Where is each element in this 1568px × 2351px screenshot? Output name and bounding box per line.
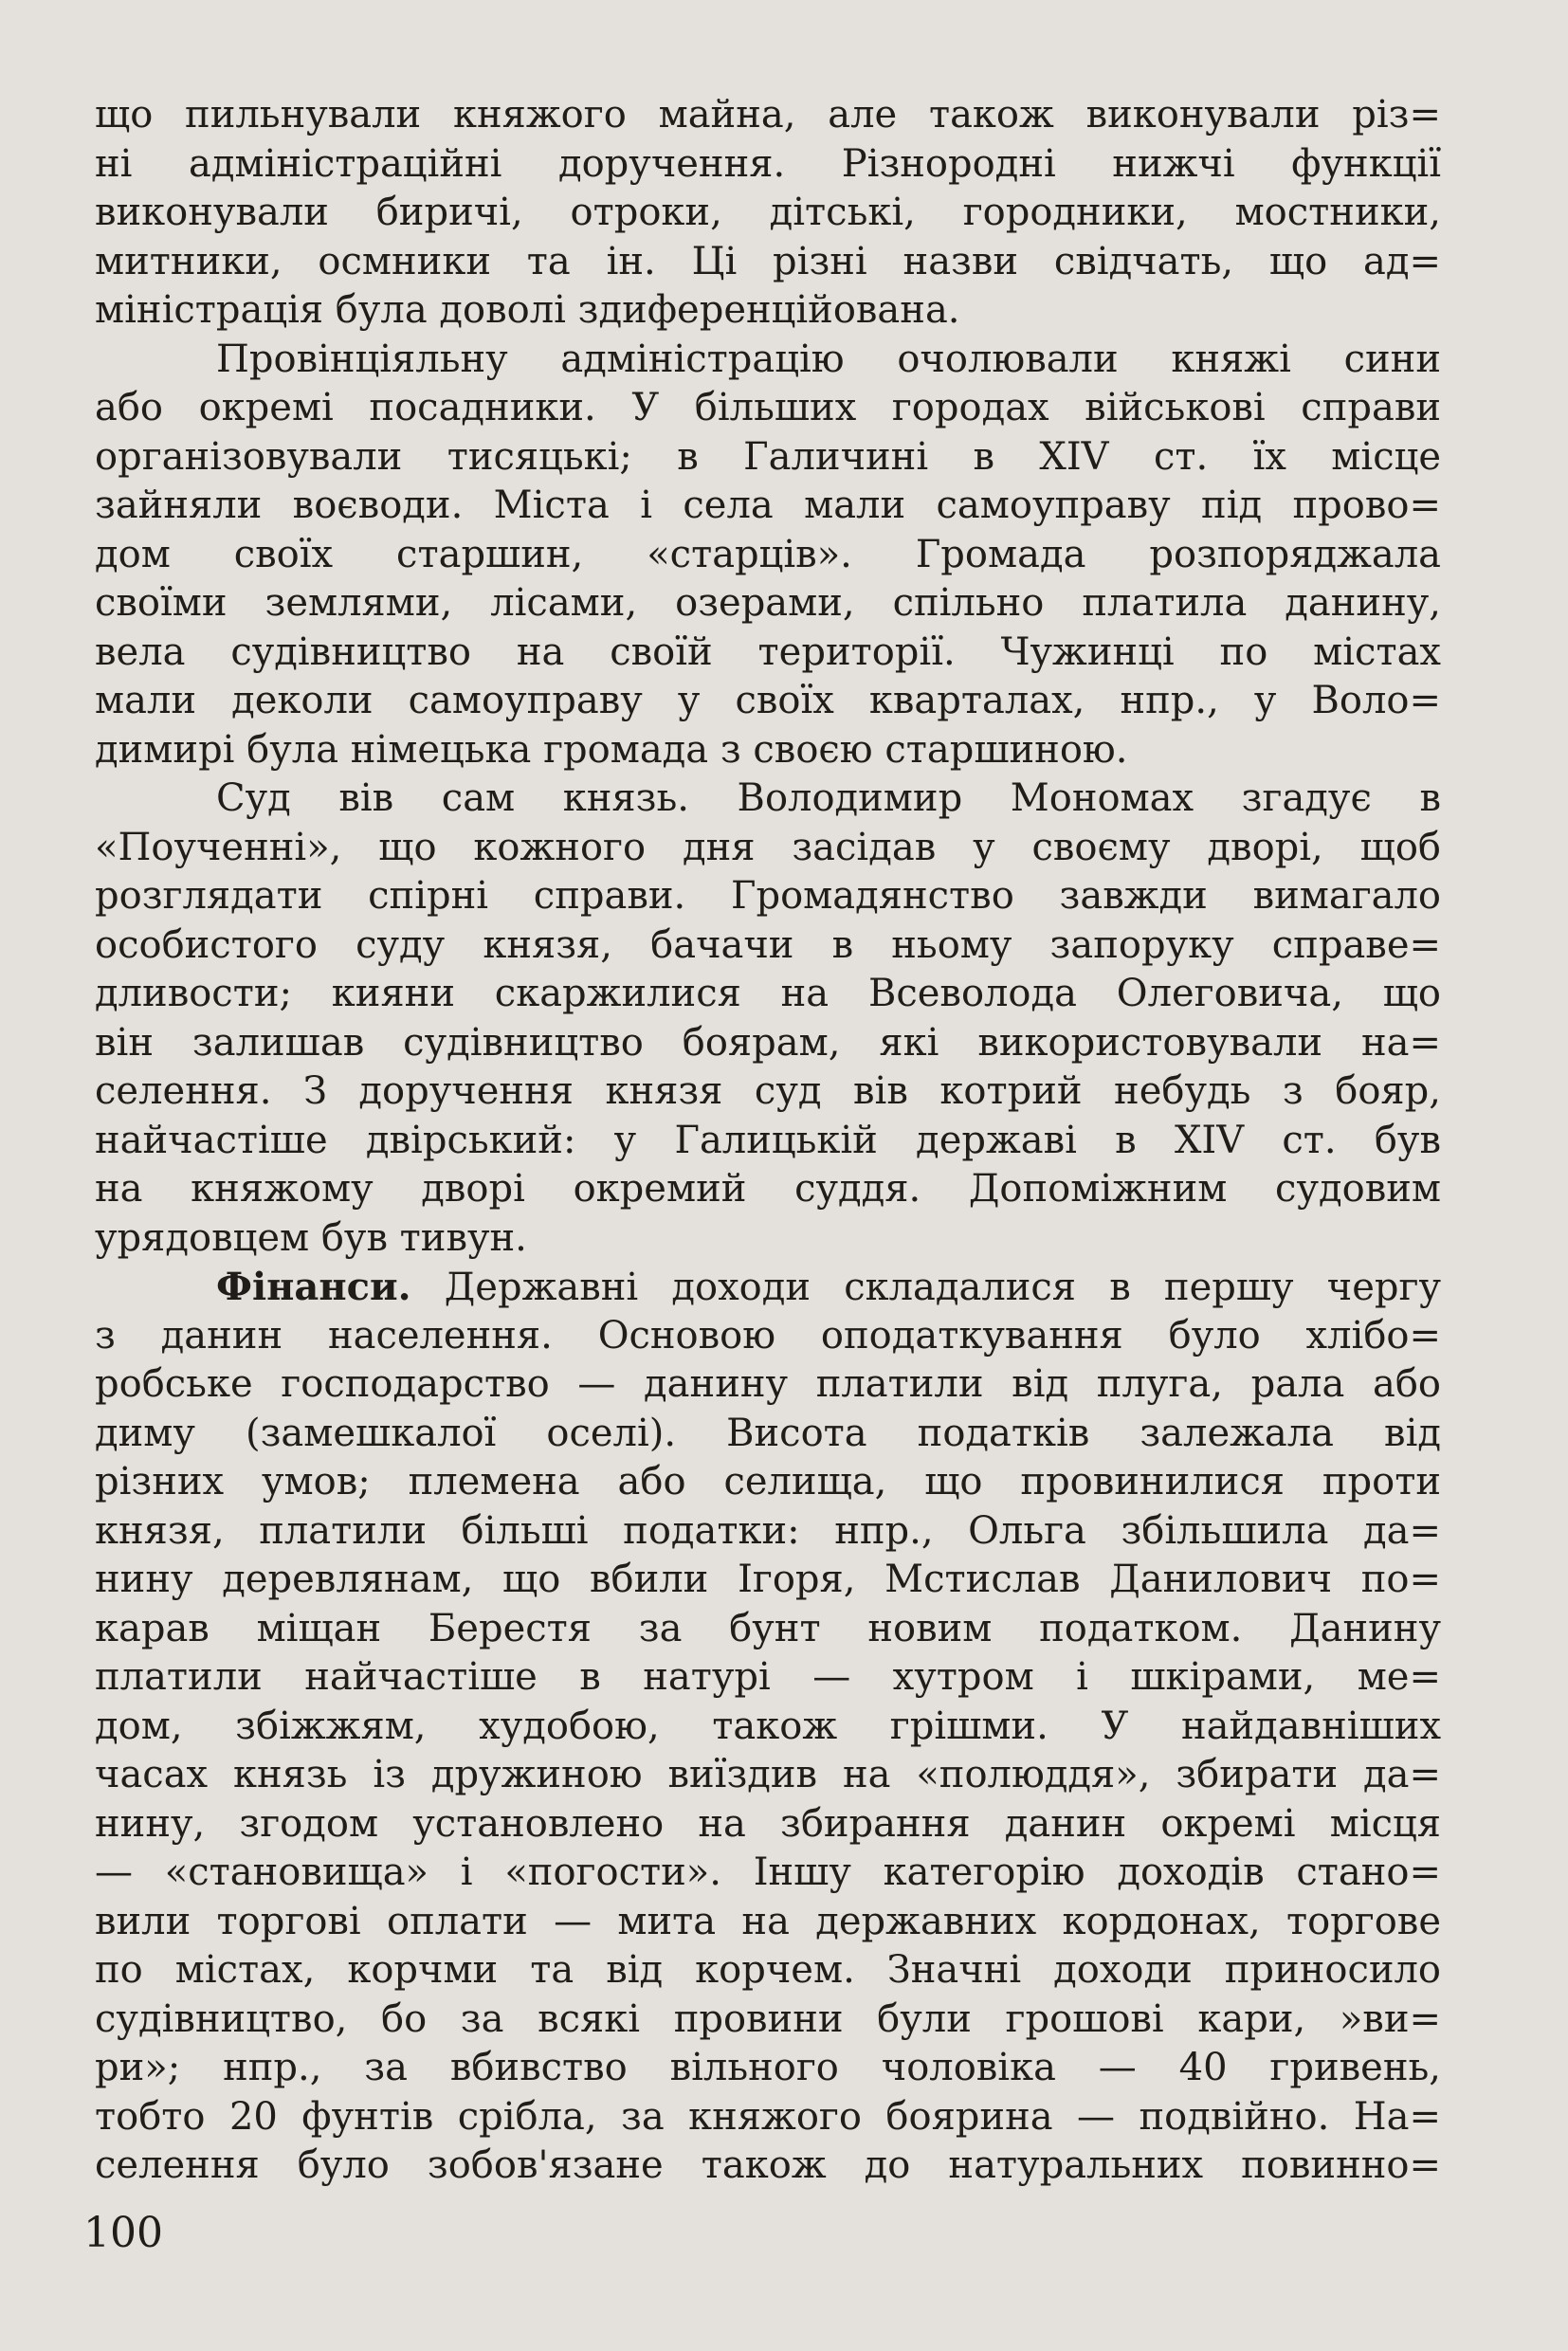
text-line: платили найчастіше в натурі — хутром і шкірами, ме= bbox=[95, 1655, 1441, 1699]
text-line: митники, осмники та ін. Ці різні назви свідчать, що ад= bbox=[95, 239, 1441, 283]
text-line: диму (замешкалої оселі). Висота податків залежала від bbox=[95, 1411, 1441, 1455]
text-line: дливости; кияни скаржилися на Всеволода Олеговича, що bbox=[95, 972, 1441, 1015]
text-line: по містах, корчми та від корчем. Значні доходи приносило bbox=[95, 1948, 1441, 1992]
text-line: нину деревлянам, що вбили Ігоря, Мстислав Данилович по= bbox=[95, 1558, 1441, 1601]
text-line: тобто 20 фунтів срібла, за княжого боярина — подвійно. На= bbox=[95, 2094, 1441, 2139]
text-line: мали деколи самоуправу у своїх кварталах, нпр., у Воло= bbox=[95, 679, 1441, 722]
text-line: міністрація була доволі здиференційована. bbox=[95, 288, 960, 332]
text-line: на княжому дворі окремий суддя. Допоміжним судовим bbox=[95, 1167, 1441, 1211]
text-line: Державні доходи складалися в першу чергу bbox=[444, 1266, 1441, 1309]
text-line: робське господарство — данину платили від плуга, рала або bbox=[95, 1362, 1441, 1406]
text-line: судівництво, бо за всякі провини були грошові кари, »ви= bbox=[95, 1996, 1441, 2041]
text-line: або окремі посадники. У більших городах військові справи bbox=[95, 386, 1441, 429]
text-line: димирі була німецька громада з своєю старшиною. bbox=[95, 727, 1128, 772]
text-line-with-heading bbox=[95, 1263, 1441, 1312]
text-line: дом, збіжжям, худобою, також грішми. У найдавніших bbox=[95, 1704, 1441, 1748]
text-line: що пильнували княжого майна, але також виконували різ= bbox=[95, 93, 1441, 137]
text-line: князя, платили більші податки: нпр., Ольга збільшила да= bbox=[95, 1508, 1441, 1553]
section-heading-finances: Фінанси. bbox=[216, 1265, 411, 1309]
text-line: найчастіше двірський: у Галицькій державі в XIV ст. був bbox=[95, 1118, 1441, 1162]
text-line: своїми землями, лісами, озерами, спільно платила данину, bbox=[95, 581, 1441, 625]
text-line: різних умов; племена або селища, що провинилися проти bbox=[95, 1460, 1441, 1504]
text-line: — «становища» і «погости». Іншу категорію доходів стано= bbox=[95, 1850, 1441, 1894]
text-line: він залишав судівництво боярам, які використовували на= bbox=[95, 1020, 1441, 1065]
text-line: ри»; нпр., за вбивство вільного чоловіка — 40 гривень, bbox=[95, 2046, 1441, 2089]
text-line: дом своїх старшин, «старців». Громада розпоряджала bbox=[95, 532, 1441, 576]
text-line: організовували тисяцькі; в Галичині в XIV ст. їх місце bbox=[95, 434, 1441, 479]
text-line: «Поученні», що кожного дня засідав у своєму дворі, щоб bbox=[95, 825, 1441, 869]
text-line: часах князь із дружиною виїздив на «полюддя», збирати да= bbox=[95, 1753, 1441, 1796]
text-line: з данин населення. Основою оподаткування було хлібо= bbox=[95, 1313, 1441, 1358]
text-line: особистого суду князя, бачачи в ньому запоруку справе= bbox=[95, 922, 1441, 967]
text-line: карав міщан Берестя за бунт новим податком. Данину bbox=[95, 1606, 1441, 1650]
text-line: селення. З доручення князя суд вів котрий небудь з бояр, bbox=[95, 1069, 1441, 1113]
page-body bbox=[95, 91, 1441, 2191]
text-line: нину, згодом установлено на збирання данин окремі місця bbox=[95, 1801, 1441, 1846]
text-line: зайняли воєводи. Міста і села мали самоуправу під прово= bbox=[95, 483, 1441, 527]
text-line: Суд вів сам князь. Володимир Мономах згадує в bbox=[216, 776, 1441, 820]
page-number: 100 bbox=[83, 2209, 163, 2257]
text-line: розглядати спірні справи. Громадянство завжди вимагало bbox=[95, 874, 1441, 918]
text-line: ні адміністраційні доручення. Різнородні нижчі функції bbox=[95, 141, 1441, 186]
text-line: Провінціяльну адміністрацію очолювали княжі сини bbox=[216, 337, 1441, 381]
text-line: виконували биричі, отроки, дітські, городники, мостники, bbox=[95, 191, 1441, 234]
text-line: вили торгові оплати — мита на державних кордонах, торгове bbox=[95, 1899, 1441, 1943]
text-line: вела судівництво на своїй території. Чужинці по містах bbox=[95, 629, 1441, 674]
text-line: урядовцем був тивун. bbox=[95, 1215, 527, 1260]
text-line: селення було зобов'язане також до натуральних повинно= bbox=[95, 2143, 1441, 2187]
